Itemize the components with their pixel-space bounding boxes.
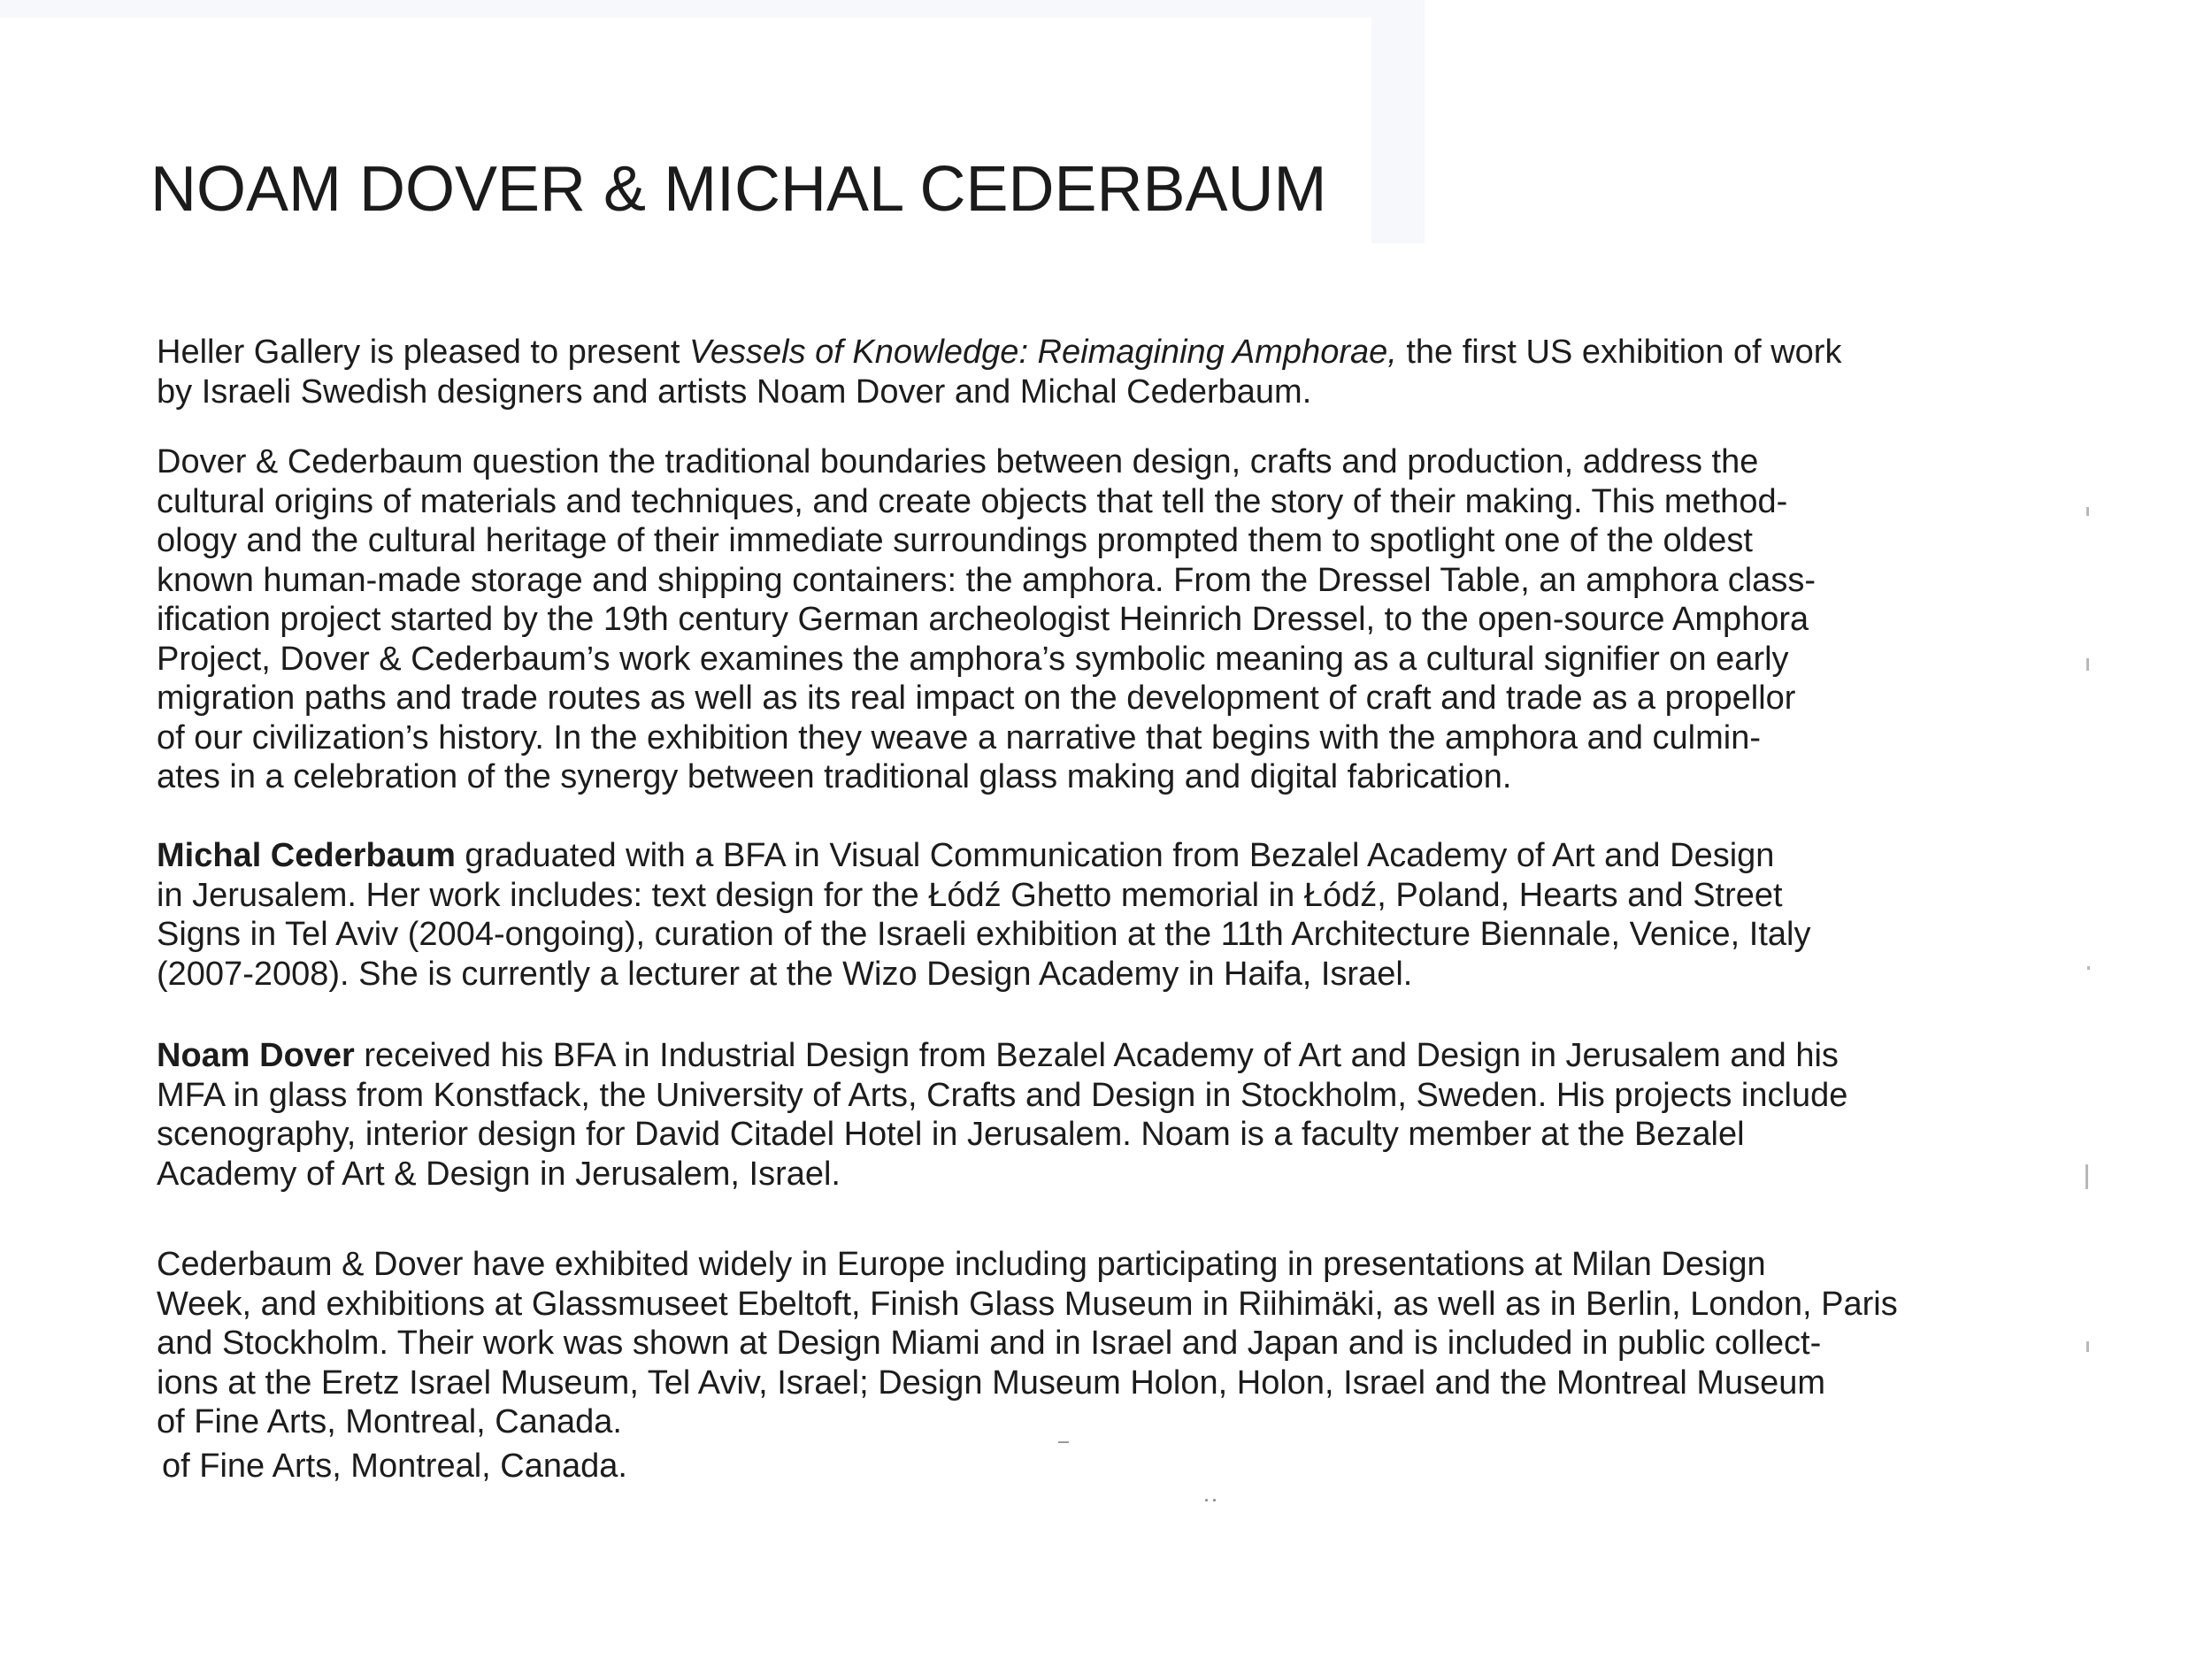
page-title: NOAM DOVER & MICHAL CEDERBAUM xyxy=(150,154,1327,225)
description-paragraph xyxy=(157,442,2094,797)
exhibitions-line: and Stockholm. Their work was shown at Design Miami and in Israel and Japan and is included in public collect- xyxy=(157,1325,1822,1362)
dover-bio-line: Academy of Art & Design in Jerusalem, Israel. xyxy=(157,1155,841,1193)
cederbaum-bio-line: (2007-2008). She is currently a lecturer at the Wizo Design Academy in Haifa, Israel. xyxy=(157,955,1413,993)
duplicate-closing-line: of Fine Arts, Montreal, Canada. xyxy=(162,1448,627,1485)
cederbaum-bio-line-1-rest: graduated with a BFA in Visual Communication from Bezalel Academy of Art and Design xyxy=(455,837,1775,874)
dover-bio-line: MFA in glass from Konstfack, the University of Arts, Crafts and Design in Stockholm, Sweden. His projects include xyxy=(157,1076,1848,1114)
intro-paragraph xyxy=(157,333,2094,411)
cederbaum-bio-line: Signs in Tel Aviv (2004-ongoing), curation of the Israeli exhibition at the 11th Architecture Biennale, Venice, Italy xyxy=(157,916,1811,953)
stray-dash xyxy=(1058,1441,1069,1443)
cederbaum-bio-paragraph xyxy=(157,836,2094,994)
intro-line-1 xyxy=(157,333,2094,373)
description-line: known human-made storage and shipping containers: the amphora. From the Dressel Table, an amphora class- xyxy=(157,561,1816,599)
cederbaum-bio-line-1 xyxy=(157,836,2094,876)
exhibitions-line: Cederbaum & Dover have exhibited widely in Europe including participating in presentations at Milan Design xyxy=(157,1246,1766,1283)
top-background-band xyxy=(0,0,1425,18)
description-line: ification project started by the 19th century German archeologist Heinrich Dressel, to the open-source Amphora xyxy=(157,601,1809,638)
dover-bio-line: scenography, interior design for David Citadel Hotel in Jerusalem. Noam is a faculty member at the Bezalel xyxy=(157,1116,1745,1153)
exhibitions-line: ions at the Eretz Israel Museum, Tel Aviv, Israel; Design Museum Holon, Holon, Israel and the Montreal Museum xyxy=(157,1363,1826,1402)
intro-line-1-pre: Heller Gallery is pleased to present xyxy=(157,334,689,371)
exhibitions-line: of Fine Arts, Montreal, Canada. xyxy=(157,1403,622,1440)
exhibitions-paragraph xyxy=(157,1245,2094,1442)
margin-mark xyxy=(2085,1164,2088,1189)
margin-mark xyxy=(2086,507,2089,516)
description-line: migration paths and trade routes as well as its real impact on the development of craft and trade as a propellor xyxy=(157,680,1796,717)
dover-bio-line-1 xyxy=(157,1036,2094,1076)
dover-name: Noam Dover xyxy=(157,1037,355,1074)
margin-mark xyxy=(2087,966,2090,970)
dover-bio-line-1-rest: received his BFA in Industrial Design from Bezalel Academy of Art and Design in Jerusalem and his xyxy=(354,1037,1839,1074)
header-background-panel xyxy=(1371,18,1425,243)
description-line: of our civilization’s history. In the exhibition they weave a narrative that begins with the amphora and culmin- xyxy=(157,718,1761,757)
dover-bio-paragraph xyxy=(157,1036,2094,1194)
stray-dot xyxy=(1205,1499,1208,1502)
stray-dot xyxy=(1213,1499,1216,1502)
margin-mark xyxy=(2086,1341,2089,1352)
description-line: cultural origins of materials and techniques, and create objects that tell the story of their making. This method- xyxy=(157,482,1788,520)
cederbaum-bio-line: in Jerusalem. Her work includes: text design for the Łódź Ghetto memorial in Łódź, Poland, Hearts and Street xyxy=(157,876,1783,914)
description-line: Dover & Cederbaum question the traditional boundaries between design, crafts and production, address the xyxy=(157,443,1759,480)
description-line: ology and the cultural heritage of their immediate surroundings prompted them to spotlight one of the oldest xyxy=(157,522,1753,559)
intro-line-1-post: the first US exhibition of work xyxy=(1396,334,1842,371)
exhibitions-line: Week, and exhibitions at Glassmuseet Ebeltoft, Finish Glass Museum in Riihimäki, as well as in Berlin, London, Paris xyxy=(157,1285,1898,1323)
description-line: Project, Dover & Cederbaum’s work examines the amphora’s symbolic meaning as a cultural signifier on early xyxy=(157,640,1789,678)
exhibition-title: Vessels of Knowledge: Reimagining Amphorae, xyxy=(688,334,1397,371)
intro-line-2: by Israeli Swedish designers and artists Noam Dover and Michal Cederbaum. xyxy=(157,373,1312,411)
description-line: ates in a celebration of the synergy between traditional glass making and digital fabrication. xyxy=(157,758,1512,795)
cederbaum-name: Michal Cederbaum xyxy=(157,837,456,874)
margin-mark xyxy=(2086,658,2089,671)
